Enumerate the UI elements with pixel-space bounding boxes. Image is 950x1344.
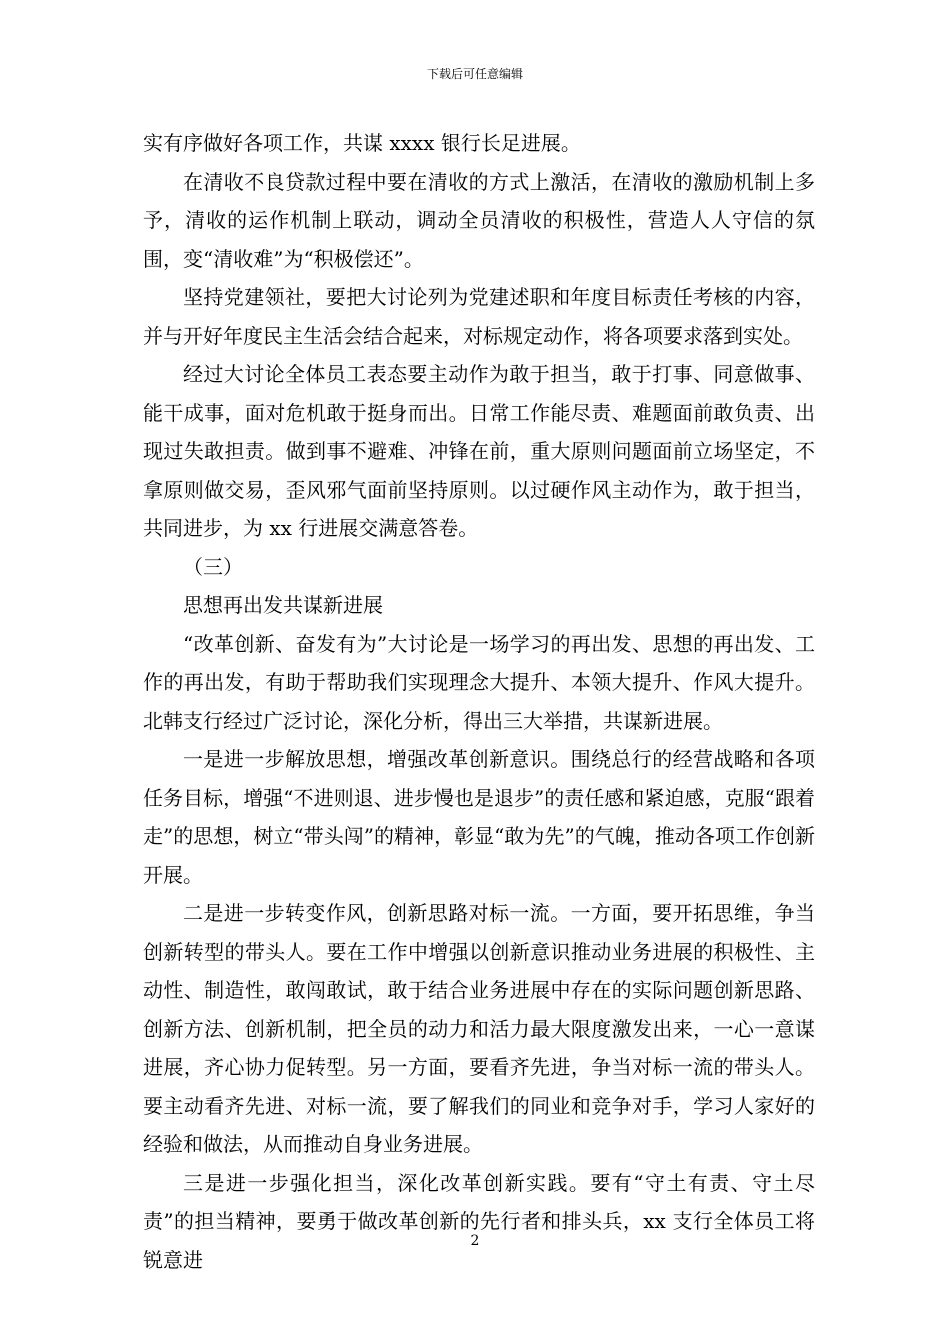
paragraph: 一是进一步解放思想，增强改革创新意识。围绕总行的经营战略和各项任务目标，增强“不进则退、进步慢也是退步”的责任感和紧迫感，克服“跟着走”的思想，树立“带头闯”的精神，彰显“敢为先”的气魄，推动各项工作创新开展。 [143,747,815,887]
paragraph: 三是进一步强化担当，深化改革创新实践。要有“守土有责、守土尽责”的担当精神，要勇于做改革创新的先行者和排头兵，xx 支行全体员工将锐意进 [143,1170,815,1272]
paragraph: 经过大讨论全体员工表态要主动作为敢于担当，敢于打事、同意做事、能干成事，面对危机敢于挺身而出。日常工作能尽责、难题面前敢负责、出现过失敢担责。做到事不避难、冲锋在前，重大原则问题面前立场坚定，不拿原则做交易，歪风邪气面前坚持原则。以过硬作风主动作为，敢于担当，共同进步，为 xx 行进展交满意答卷。 [143,362,815,540]
section-heading: 思想再出发共谋新进展 [183,593,383,617]
paragraph: “改革创新、奋发有为”大讨论是一场学习的再出发、思想的再出发、工作的再出发，有助于帮助我们实现理念大提升、本领大提升、作风大提升。北韩支行经过广泛讨论，深化分析，得出三大举措，共谋新进展。 [143,631,815,733]
paragraph: 在清收不良贷款过程中要在清收的方式上激活，在清收的激励机制上多予，清收的运作机制上联动，调动全员清收的积极性，营造人人守信的氛围，变“清收难”为“积极偿还”。 [143,169,815,271]
section-number: （三） [183,554,243,579]
paragraph: 坚持党建领社，要把大讨论列为党建述职和年度目标责任考核的内容，并与开好年度民主生活会结合起来，对标规定动作，将各项要求落到实处。 [143,285,815,348]
paragraph: 实有序做好各项工作，共谋 xxxx 银行长足进展。 [143,131,581,155]
document-body [143,124,815,1279]
page-header: 下载后可任意编辑 [426,67,523,81]
page-number: 2 [470,1233,480,1249]
paragraph: 二是进一步转变作风，创新思路对标一流。一方面，要开拓思维，争当创新转型的带头人。要在工作中增强以创新意识推动业务进展的积极性、主动性、制造性，敢闯敢试，敢于结合业务进展中存在的实际问题创新思路、创新方法、创新机制，把全员的动力和活力最大限度激发出来，一心一意谋进展，齐心协力促转型。另一方面，要看齐先进，争当对标一流的带头人。要主动看齐先进、对标一流，要了解我们的同业和竞争对手，学习人家好的经验和做法，从而推动自身业务进展。 [143,901,815,1156]
